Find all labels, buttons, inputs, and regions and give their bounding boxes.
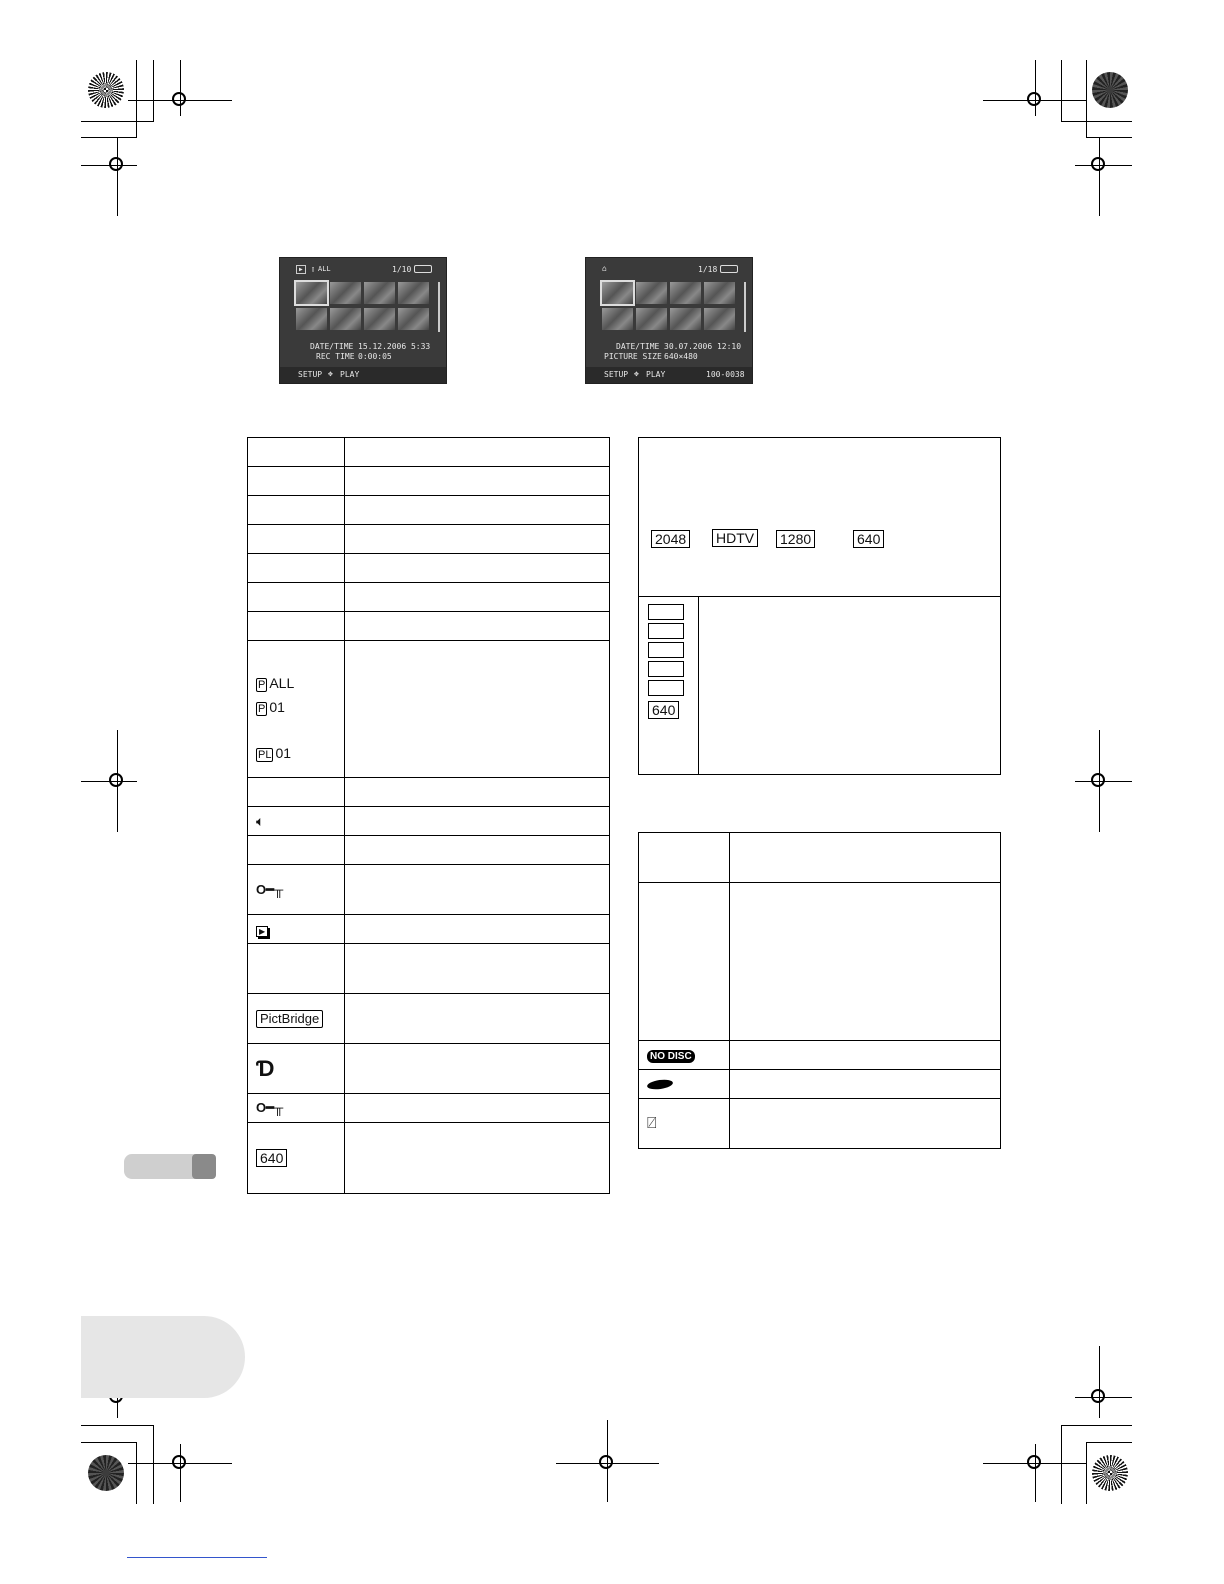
- pictbridge-badge: PictBridge: [256, 1010, 323, 1028]
- thumbnail[interactable]: [636, 308, 667, 330]
- date-time-value: 30.07.2006 12:10: [664, 342, 742, 351]
- thumbnail[interactable]: [296, 308, 327, 330]
- lcd-counter: 1/18: [698, 265, 718, 274]
- size-badge-640: 640: [648, 701, 679, 719]
- file-number: 100-0038: [706, 370, 745, 379]
- table-row: [248, 1094, 610, 1123]
- lcd-bottom-bar: [280, 367, 446, 383]
- table-row: [248, 836, 610, 865]
- size-badge-hdtv: HDTV: [712, 529, 758, 547]
- playlist-01-indicator: P 01: [258, 699, 285, 715]
- thumbnail[interactable]: [330, 308, 361, 330]
- size-icon: [648, 623, 684, 639]
- table-row: [639, 1041, 1001, 1070]
- joystick-icon: ✥: [328, 369, 333, 378]
- warning-indicator-table: [638, 832, 1001, 1149]
- size-badge-2048: 2048: [651, 530, 690, 548]
- play-label: PLAY: [340, 370, 360, 379]
- table-row: [248, 496, 610, 525]
- thumbnail[interactable]: [364, 282, 395, 304]
- footer-link-underline: [127, 1557, 267, 1558]
- page-number-area: [81, 1316, 245, 1398]
- table-row: [248, 1044, 610, 1094]
- table-row: [248, 807, 610, 836]
- size-badge-1280: 1280: [776, 530, 815, 548]
- date-time-label: DATE/TIME: [616, 342, 660, 351]
- thumbnail[interactable]: [602, 308, 633, 330]
- registration-burst-icon: [1092, 1455, 1128, 1491]
- date-time-value: 15.12.2006 5:33: [358, 342, 431, 351]
- table-row: [248, 612, 610, 641]
- play-mode-icon: ▶: [296, 265, 306, 274]
- lcd-mode-label: ALL: [318, 265, 331, 273]
- table-row: [248, 1123, 610, 1194]
- picture-size-box: [638, 437, 1001, 775]
- thumbnail[interactable]: [636, 282, 667, 304]
- size-badge-640: 640: [853, 530, 884, 548]
- play-label: PLAY: [646, 370, 666, 379]
- thumbnail[interactable]: [364, 308, 395, 330]
- thumbnail[interactable]: [602, 282, 633, 304]
- thumbnail[interactable]: [296, 282, 327, 304]
- thumbnail[interactable]: [704, 308, 735, 330]
- size-icon: [648, 642, 684, 658]
- table-row: [248, 915, 610, 944]
- protect-key-icon: O━╥: [256, 881, 284, 897]
- registration-burst-icon: [88, 72, 124, 108]
- table-row: [248, 583, 610, 612]
- registration-burst-icon: [88, 1455, 124, 1491]
- lcd-counter: 1/10: [392, 265, 412, 274]
- scrollbar[interactable]: [744, 282, 746, 332]
- setup-label: SETUP: [604, 370, 629, 379]
- pl-icon: PL: [258, 749, 272, 761]
- size-icon: [648, 680, 684, 696]
- thumbnail[interactable]: [704, 282, 735, 304]
- size-icon-list: [648, 601, 684, 720]
- rec-time-value: 0:00:05: [358, 352, 392, 361]
- table-row: [248, 438, 610, 467]
- table-row: [248, 467, 610, 496]
- setup-label: SETUP: [298, 370, 323, 379]
- speaker-icon: 🔈︎: [256, 812, 265, 829]
- size-icon: [648, 604, 684, 620]
- battery-icon: [720, 264, 738, 273]
- scrollbar[interactable]: [438, 282, 440, 332]
- picture-size-value: 640×480: [664, 352, 698, 361]
- table-row: [248, 944, 610, 994]
- disc-error-icon: [647, 1078, 674, 1091]
- dpof-icon: Ɗ: [256, 1055, 275, 1081]
- p-icon: P: [258, 703, 266, 715]
- playlist-all-indicator: P ALL: [258, 675, 295, 691]
- date-time-label: DATE/TIME: [310, 342, 354, 351]
- rec-time-label: REC TIME: [316, 352, 355, 361]
- registration-burst-icon: [1092, 72, 1128, 108]
- table-row: [248, 778, 610, 807]
- protect-key-icon: O━╥: [256, 1100, 284, 1115]
- slideshow-icon: ▶: [256, 926, 268, 937]
- table-row: [639, 1099, 1001, 1149]
- thumbnail[interactable]: [398, 308, 429, 330]
- lcd-motion-playback-screenshot: [279, 257, 447, 384]
- table-row: [248, 641, 610, 778]
- thumbnail[interactable]: [398, 282, 429, 304]
- joystick-icon: ✥: [634, 369, 639, 378]
- no-disc-icon: NO DISC: [647, 1050, 695, 1063]
- thumbnail[interactable]: [670, 282, 701, 304]
- lcd-bottom-bar: [586, 367, 752, 383]
- table-row: [639, 883, 1001, 1041]
- no-card-icon: ⍁: [647, 1114, 657, 1132]
- p-icon: P: [258, 679, 266, 691]
- table-row: [248, 865, 610, 915]
- picture-size-badge: 640: [256, 1149, 287, 1167]
- table-row: [248, 554, 610, 583]
- table-row: [639, 1070, 1001, 1099]
- table-row: [248, 525, 610, 554]
- playlist-pl01-indicator: PL 01: [258, 745, 292, 761]
- battery-icon: [414, 264, 432, 273]
- thumbnail[interactable]: [330, 282, 361, 304]
- picture-mode-icon: ⌂: [602, 264, 607, 273]
- playback-indicator-table: [247, 437, 610, 1194]
- lcd-picture-playback-screenshot: [585, 257, 753, 384]
- table-row: [639, 833, 1001, 883]
- thumbnail[interactable]: [670, 308, 701, 330]
- size-icon: [648, 661, 684, 677]
- playlist-mode-icon: ▯: [311, 265, 316, 273]
- table-row: [248, 994, 610, 1044]
- picture-size-label: PICTURE SIZE: [604, 352, 662, 361]
- section-tab-marker: [192, 1154, 216, 1179]
